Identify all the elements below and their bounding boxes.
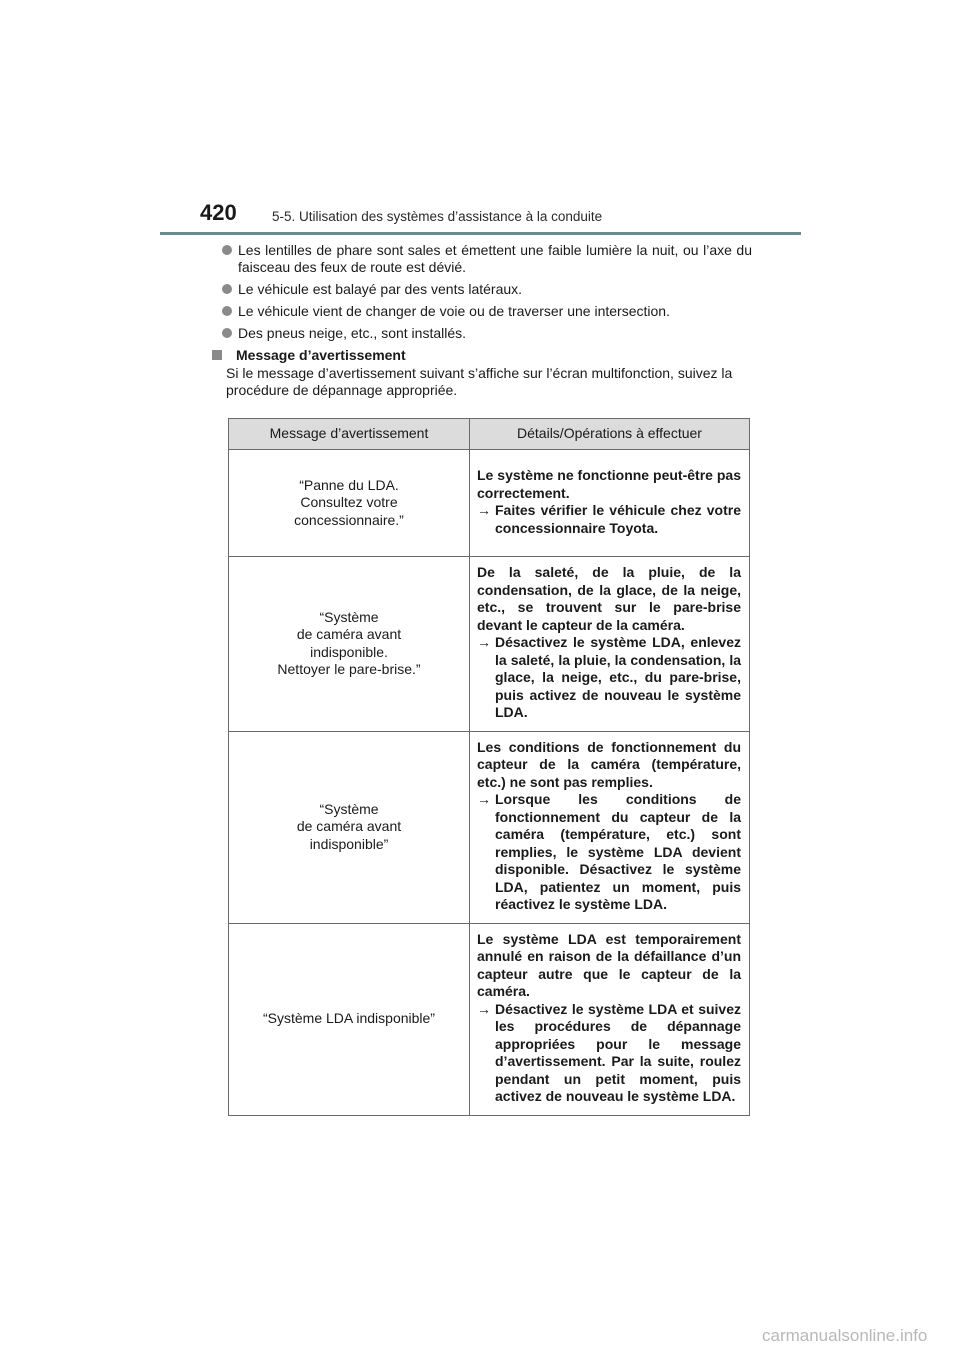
column-header-message: Message d’avertissement: [229, 419, 470, 450]
action-item: [477, 634, 741, 722]
warning-message-cell: [229, 450, 470, 557]
watermark: carmanualsonline.info: [762, 1326, 928, 1345]
subsection-title: Message d’avertissement: [236, 347, 406, 363]
bullet-text: Les lentilles de phare sont sales et émettent une faible lumière la nuit, ou l’axe du faisceau des feux de route est dévié.: [238, 242, 752, 275]
bullet-text: Le véhicule est balayé par des vents latéraux.: [238, 281, 523, 297]
bullet-icon: [222, 306, 232, 316]
message-line: “Système: [319, 800, 379, 817]
action-text: Désactivez le système LDA et suivez les procédures de dépannage appropriées pour le message d’avertissement. Par la suite, roulez pendant un petit moment, puis activez de nouveau le système LDA.: [495, 1000, 741, 1104]
bullet-text: Le véhicule vient de changer de voie ou de traverser une intersection.: [238, 303, 670, 319]
detail-text: Le système ne fonctionne peut-être pas correctement.: [477, 467, 741, 501]
details-cell: [470, 450, 750, 557]
message-line: “Panne du LDA.: [299, 476, 399, 493]
message-line: indisponible”: [309, 835, 389, 852]
subsection-heading: [222, 347, 752, 364]
details-cell: [470, 731, 750, 923]
square-bullet-icon: [212, 350, 222, 360]
page-number: 420: [200, 200, 237, 225]
detail-text: Les conditions de fonctionnement du capteur de la caméra (température, etc.) ne sont pas remplies.: [477, 738, 741, 790]
message-line: Nettoyer le pare-brise.”: [277, 661, 421, 678]
arrow-right-icon: →: [477, 1000, 491, 1017]
message-line: concessionnaire.”: [294, 511, 404, 528]
warning-message-cell: [229, 923, 470, 1115]
message-line: “Système LDA indisponible”: [263, 1010, 435, 1027]
arrow-right-icon: →: [477, 634, 491, 650]
details-cell: [470, 923, 750, 1115]
details-cell: [470, 557, 750, 732]
message-line: de caméra avant: [296, 818, 402, 835]
message-line: indisponible.: [310, 643, 388, 660]
table-row: [229, 557, 750, 732]
action-item: [477, 791, 741, 914]
subsection-intro: Si le message d’avertissement suivant s’affiche sur l’écran multifonction, suivez la procédure de dépannage appropriée.: [226, 365, 733, 398]
bullet-item: [222, 303, 752, 320]
column-header-details: Détails/Opérations à effectuer: [470, 419, 750, 450]
bullet-icon: [222, 245, 232, 255]
bullet-icon: [222, 328, 232, 338]
message-line: Consultez votre: [300, 494, 398, 511]
content: [222, 242, 752, 399]
detail-text: Le système LDA est temporairement annulé en raison de la défaillance d’un capteur autre que le capteur de la caméra.: [477, 930, 741, 999]
bullet-icon: [222, 284, 232, 294]
warning-message-table: [228, 418, 750, 1116]
arrow-right-icon: →: [477, 791, 491, 807]
action-item: [477, 1001, 741, 1106]
action-text: Lorsque les conditions de fonctionnement du capteur de la caméra (température, etc.) sont remplies, le système LDA devient disponible. Désactivez le système LDA, patientez un moment, puis réactivez le système LDA.: [495, 791, 741, 912]
detail-text: De la saleté, de la pluie, de la condensation, de la glace, de la neige, etc., se trouvent sur le pare-brise devant le capteur de la caméra.: [477, 564, 741, 633]
action-item: [477, 502, 741, 537]
bullet-item: [222, 281, 752, 298]
message-line: de caméra avant: [296, 626, 402, 643]
table-row: [229, 731, 750, 923]
warning-message-cell: [229, 731, 470, 923]
bullet-text: Des pneus neige, etc., sont installés.: [238, 325, 467, 341]
section-title: 5-5. Utilisation des systèmes d’assistance à la conduite: [272, 209, 603, 224]
table-row: [229, 450, 750, 557]
arrow-right-icon: →: [477, 502, 491, 518]
bullet-item: [222, 242, 752, 276]
warning-message-cell: [229, 557, 470, 732]
table-row: [229, 923, 750, 1115]
action-text: Faites vérifier le véhicule chez votre concessionnaire Toyota.: [495, 502, 741, 536]
message-line: “Système: [319, 608, 379, 625]
action-text: Désactivez le système LDA, enlevez la saleté, la pluie, la condensation, la glace, la neige, etc., du pare-brise, puis activez de nouveau le système LDA.: [495, 634, 741, 720]
header-divider: [160, 232, 801, 235]
bullet-item: [222, 325, 752, 342]
